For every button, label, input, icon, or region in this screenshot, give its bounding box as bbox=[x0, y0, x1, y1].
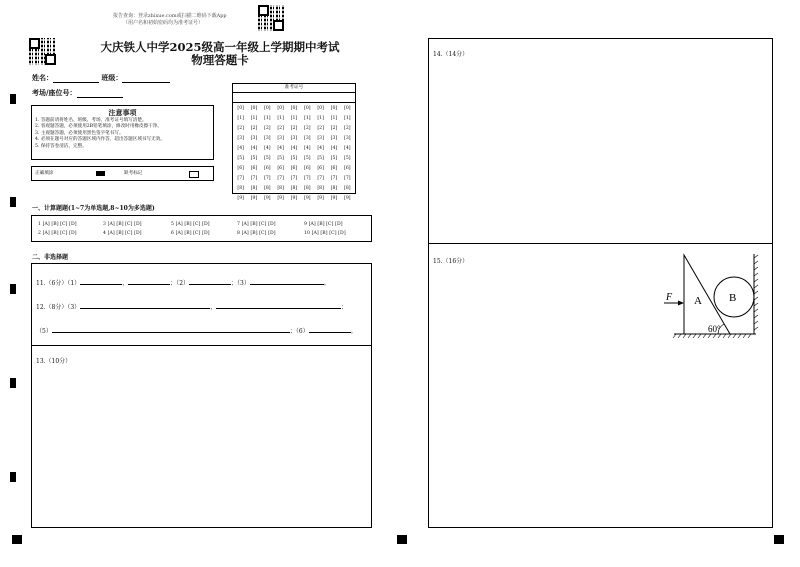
exam-id-column bbox=[341, 104, 354, 204]
exam-id-bubble[interactable]: [6] bbox=[330, 166, 338, 171]
q12-end: ； bbox=[341, 304, 348, 311]
exam-id-bubble[interactable]: [1] bbox=[277, 116, 284, 121]
exam-id-bubble[interactable]: [5] bbox=[290, 156, 298, 161]
exam-id-bubble[interactable]: [8] bbox=[344, 186, 351, 191]
exam-id-bubble[interactable]: [4] bbox=[277, 146, 284, 151]
exam-id-bubble[interactable]: [9] bbox=[330, 196, 338, 201]
exam-id-bubble[interactable]: [9] bbox=[277, 196, 284, 201]
exam-id-bubble[interactable]: [9] bbox=[317, 196, 324, 201]
exam-id-bubble[interactable]: [3] bbox=[237, 136, 244, 141]
missing-exam-checkbox[interactable] bbox=[189, 171, 199, 178]
section2-title: 二、非选择题 bbox=[32, 254, 69, 261]
exam-id-bubble[interactable]: [4] bbox=[237, 146, 244, 151]
registration-mark bbox=[10, 378, 16, 388]
name-field[interactable] bbox=[32, 73, 170, 83]
q14-label: 14.（14分） bbox=[433, 51, 469, 58]
room-seat-field[interactable] bbox=[32, 88, 123, 98]
exam-id-bubble[interactable]: [4] bbox=[304, 146, 311, 151]
choice-question[interactable]: 5 [A] [B] [C] [D] bbox=[171, 222, 210, 227]
exam-id-bubble[interactable]: [5] bbox=[344, 156, 351, 161]
exam-id-columns bbox=[233, 103, 355, 204]
exam-id-bubble[interactable]: [8] bbox=[304, 186, 311, 191]
q13-answer-box[interactable] bbox=[31, 345, 372, 528]
exam-id-bubble[interactable]: [0] bbox=[317, 106, 324, 111]
exam-id-bubble[interactable]: [1] bbox=[237, 116, 244, 121]
exam-id-write-row[interactable] bbox=[233, 93, 355, 103]
exam-id-bubble[interactable]: [5] bbox=[250, 156, 258, 161]
choice-question[interactable]: 10 [A] [B] [C] [D] bbox=[304, 231, 346, 236]
exam-id-bubble[interactable]: [6] bbox=[344, 166, 351, 171]
exam-id-bubble[interactable]: [2] bbox=[277, 126, 284, 131]
exam-id-column bbox=[247, 104, 260, 204]
exam-id-bubble[interactable]: [7] bbox=[344, 176, 351, 181]
q12-sep1: ， bbox=[210, 304, 217, 311]
exam-id-bubble[interactable]: [7] bbox=[330, 176, 338, 181]
exam-title: 大庆铁人中学2025级高一年级上学期期中考试 bbox=[100, 40, 340, 54]
exam-id-bubble[interactable]: [5] bbox=[317, 156, 324, 161]
q12-end2: 。 bbox=[350, 328, 357, 335]
corner-mark-bottom-center bbox=[397, 535, 407, 544]
exam-id-column bbox=[234, 104, 247, 204]
exam-id-bubble[interactable]: [1] bbox=[290, 116, 298, 121]
exam-id-bubble[interactable]: [8] bbox=[237, 186, 244, 191]
exam-id-bubble[interactable]: [9] bbox=[344, 196, 351, 201]
exam-id-column bbox=[287, 104, 300, 204]
choice-question[interactable]: 4 [A] [B] [C] [D] bbox=[103, 231, 142, 236]
class-label: 班级： bbox=[101, 73, 123, 82]
q11-label: 11.（6分）（1） bbox=[36, 280, 81, 287]
room-seat-label: 考场/座位号： bbox=[32, 88, 77, 97]
choice-question[interactable]: 3 [A] [B] [C] [D] bbox=[103, 222, 142, 227]
exam-id-bubble[interactable]: [6] bbox=[290, 166, 298, 171]
note-item: 1. 答题前请将姓名、班级、考场、准考证号填写清楚。 bbox=[35, 118, 147, 123]
exam-id-bubble[interactable]: [1] bbox=[304, 116, 311, 121]
exam-id-bubble[interactable]: [6] bbox=[250, 166, 258, 171]
exam-id-bubble[interactable]: [5] bbox=[304, 156, 311, 161]
exam-id-bubble[interactable]: [0] bbox=[250, 106, 258, 111]
exam-id-column bbox=[301, 104, 314, 204]
exam-id-bubble[interactable]: [5] bbox=[277, 156, 284, 161]
report-notice-line2: （用户名和初始密码均为准考证号） bbox=[123, 20, 204, 26]
exam-id-bubble[interactable]: [7] bbox=[304, 176, 311, 181]
exam-id-grid bbox=[232, 83, 356, 201]
exam-id-bubble[interactable]: [2] bbox=[317, 126, 324, 131]
exam-id-bubble[interactable]: [2] bbox=[264, 126, 271, 131]
exam-id-bubble[interactable]: [9] bbox=[290, 196, 298, 201]
exam-id-bubble[interactable]: [8] bbox=[330, 186, 338, 191]
exam-id-bubble[interactable]: [3] bbox=[330, 136, 338, 141]
choice-question[interactable]: 1 [A] [B] [C] [D] bbox=[38, 222, 77, 227]
exam-id-bubble[interactable]: [0] bbox=[290, 106, 298, 111]
q12-line-1[interactable] bbox=[36, 302, 347, 311]
choice-question[interactable]: 7 [A] [B] [C] [D] bbox=[237, 222, 276, 227]
exam-id-column bbox=[327, 104, 340, 204]
exam-id-bubble[interactable]: [3] bbox=[304, 136, 311, 141]
q15-label: 15.（16分） bbox=[433, 258, 469, 265]
exam-id-bubble[interactable]: [3] bbox=[264, 136, 271, 141]
exam-id-bubble[interactable]: [3] bbox=[344, 136, 351, 141]
exam-id-bubble[interactable]: [2] bbox=[344, 126, 351, 131]
exam-id-bubble[interactable]: [5] bbox=[237, 156, 244, 161]
exam-id-bubble[interactable]: [6] bbox=[264, 166, 271, 171]
exam-id-bubble[interactable]: [1] bbox=[264, 116, 271, 121]
choice-question[interactable]: 8 [A] [B] [C] [D] bbox=[237, 231, 276, 236]
exam-id-bubble[interactable]: [2] bbox=[330, 126, 338, 131]
multiple-choice-grid bbox=[32, 216, 371, 241]
exam-id-bubble[interactable]: [1] bbox=[250, 116, 258, 121]
q12-line-2[interactable] bbox=[36, 326, 357, 335]
exam-id-bubble[interactable]: [3] bbox=[250, 136, 258, 141]
exam-id-bubble[interactable]: [5] bbox=[330, 156, 338, 161]
q11-sep3: ；（3） bbox=[231, 280, 250, 287]
exam-id-bubble[interactable]: [7] bbox=[290, 176, 298, 181]
exam-id-bubble[interactable]: [8] bbox=[250, 186, 258, 191]
note-item: 3. 主观题答题，必须使用黑色签字笔书写。 bbox=[35, 130, 124, 136]
angle-label: 60° bbox=[708, 324, 721, 334]
registration-mark bbox=[10, 472, 16, 482]
exam-id-bubble[interactable]: [0] bbox=[264, 106, 271, 111]
ball-b-label: B bbox=[729, 292, 737, 304]
section1-title: 一、计算题题(1~7为单选题,8~10为多选题) bbox=[32, 205, 155, 212]
exam-id-bubble[interactable]: [6] bbox=[237, 166, 244, 171]
exam-id-column bbox=[261, 104, 274, 204]
ground-hatch bbox=[673, 334, 751, 338]
exam-id-bubble[interactable]: [8] bbox=[264, 186, 271, 191]
wedge-ball-figure bbox=[660, 250, 760, 342]
exam-id-bubble[interactable]: [7] bbox=[264, 176, 271, 181]
exam-id-bubble[interactable]: [0] bbox=[277, 106, 284, 111]
corner-mark-bottom-right bbox=[774, 535, 784, 544]
registration-mark bbox=[10, 197, 16, 207]
exam-id-bubble[interactable]: [0] bbox=[304, 106, 311, 111]
exam-id-bubble[interactable]: [8] bbox=[317, 186, 324, 191]
missing-exam-label: 缺考标记 bbox=[124, 171, 143, 176]
exam-id-bubble[interactable]: [1] bbox=[344, 116, 351, 121]
exam-id-bubble[interactable]: [4] bbox=[250, 146, 258, 151]
exam-id-bubble[interactable]: [3] bbox=[317, 136, 324, 141]
exam-id-bubble[interactable]: [4] bbox=[290, 146, 298, 151]
student-qr-code bbox=[29, 38, 56, 65]
choice-question[interactable]: 2 [A] [B] [C] [D] bbox=[38, 231, 77, 236]
wall-hatch bbox=[754, 255, 758, 330]
exam-subtitle: 物理答题卡 bbox=[191, 53, 249, 67]
exam-id-bubble[interactable]: [9] bbox=[250, 196, 258, 201]
wedge-a bbox=[684, 255, 730, 334]
note-item: 5. 保持答卷清洁、完整。 bbox=[35, 143, 87, 149]
exam-id-bubble[interactable]: [2] bbox=[290, 126, 298, 131]
exam-id-bubble[interactable]: [4] bbox=[264, 146, 271, 151]
q11-q12-box bbox=[31, 263, 372, 346]
exam-id-bubble[interactable]: [0] bbox=[330, 106, 338, 111]
exam-id-bubble[interactable]: [8] bbox=[290, 186, 298, 191]
exam-id-bubble[interactable]: [7] bbox=[317, 176, 324, 181]
exam-id-bubble[interactable]: [0] bbox=[237, 106, 244, 111]
q11-end: 。 bbox=[323, 280, 330, 287]
exam-id-column bbox=[314, 104, 327, 204]
q13-label: 13.（10分） bbox=[36, 358, 72, 365]
exam-id-bubble[interactable]: [4] bbox=[330, 146, 338, 151]
exam-id-bubble[interactable]: [3] bbox=[290, 136, 298, 141]
exam-id-bubble[interactable]: [6] bbox=[304, 166, 311, 171]
block-a-label: A bbox=[694, 295, 702, 307]
app-qr-code bbox=[258, 5, 284, 31]
choice-question[interactable]: 9 [A] [B] [C] [D] bbox=[304, 222, 343, 227]
q11-sep2: ；（2） bbox=[170, 280, 190, 287]
note-item: 4. 必须在题号对应的答题区域内作答，超出答题区域书写无效。 bbox=[35, 137, 165, 143]
exam-id-bubble[interactable]: [7] bbox=[250, 176, 258, 181]
exam-id-bubble[interactable]: [7] bbox=[277, 176, 284, 181]
exam-id-bubble[interactable]: [2] bbox=[237, 126, 244, 131]
exam-id-bubble[interactable]: [9] bbox=[304, 196, 311, 201]
registration-mark bbox=[10, 94, 16, 104]
exam-id-bubble[interactable]: [0] bbox=[344, 106, 351, 111]
exam-id-bubble[interactable]: [1] bbox=[317, 116, 324, 121]
exam-id-bubble[interactable]: [5] bbox=[264, 156, 271, 161]
notes-box bbox=[31, 105, 214, 160]
exam-id-bubble[interactable]: [3] bbox=[277, 136, 284, 141]
fill-legend bbox=[31, 166, 214, 181]
notes-title: 注意事项 bbox=[108, 108, 137, 117]
exam-id-bubble[interactable]: [2] bbox=[250, 126, 258, 131]
choice-question[interactable]: 6 [A] [B] [C] [D] bbox=[171, 231, 210, 236]
exam-id-bubble[interactable]: [6] bbox=[317, 166, 324, 171]
q12-part6-label: ；（6） bbox=[289, 328, 309, 335]
exam-id-bubble[interactable]: [7] bbox=[237, 176, 244, 181]
force-arrowhead bbox=[678, 301, 684, 306]
notes-list bbox=[35, 118, 213, 150]
exam-id-column bbox=[274, 104, 287, 204]
corner-mark-bottom-left bbox=[12, 535, 22, 544]
exam-id-bubble[interactable]: [1] bbox=[330, 116, 338, 121]
exam-id-bubble[interactable]: [2] bbox=[304, 126, 311, 131]
q12-label: 12.（8分）（3） bbox=[36, 304, 81, 311]
exam-id-bubble[interactable]: [4] bbox=[317, 146, 324, 151]
exam-id-bubble[interactable]: [4] bbox=[344, 146, 351, 151]
exam-id-title: 准考证号 bbox=[233, 84, 355, 93]
q11-line[interactable] bbox=[36, 278, 330, 287]
q12-part5-label: （5） bbox=[36, 328, 52, 335]
correct-fill-sample bbox=[96, 171, 105, 176]
report-notice-line1: 报告查询：登录zhixue.com或扫描二维码下载App bbox=[113, 13, 227, 19]
registration-mark bbox=[10, 284, 16, 294]
q14-answer-box[interactable] bbox=[428, 38, 773, 244]
force-label: F bbox=[666, 292, 673, 303]
note-item: 2. 客观题答题，必须使用2B铅笔填涂，修改时用橡皮擦干净。 bbox=[35, 124, 162, 130]
exam-id-bubble[interactable]: [6] bbox=[277, 166, 284, 171]
exam-id-bubble[interactable]: [8] bbox=[277, 186, 284, 191]
q11-sep1: ， bbox=[122, 280, 129, 287]
name-label: 姓名： bbox=[32, 73, 53, 82]
multiple-choice-box bbox=[31, 215, 372, 242]
correct-fill-label: 正确填涂 bbox=[35, 171, 54, 176]
exam-id-bubble[interactable]: [9] bbox=[237, 196, 244, 201]
exam-id-bubble[interactable]: [9] bbox=[264, 196, 271, 201]
